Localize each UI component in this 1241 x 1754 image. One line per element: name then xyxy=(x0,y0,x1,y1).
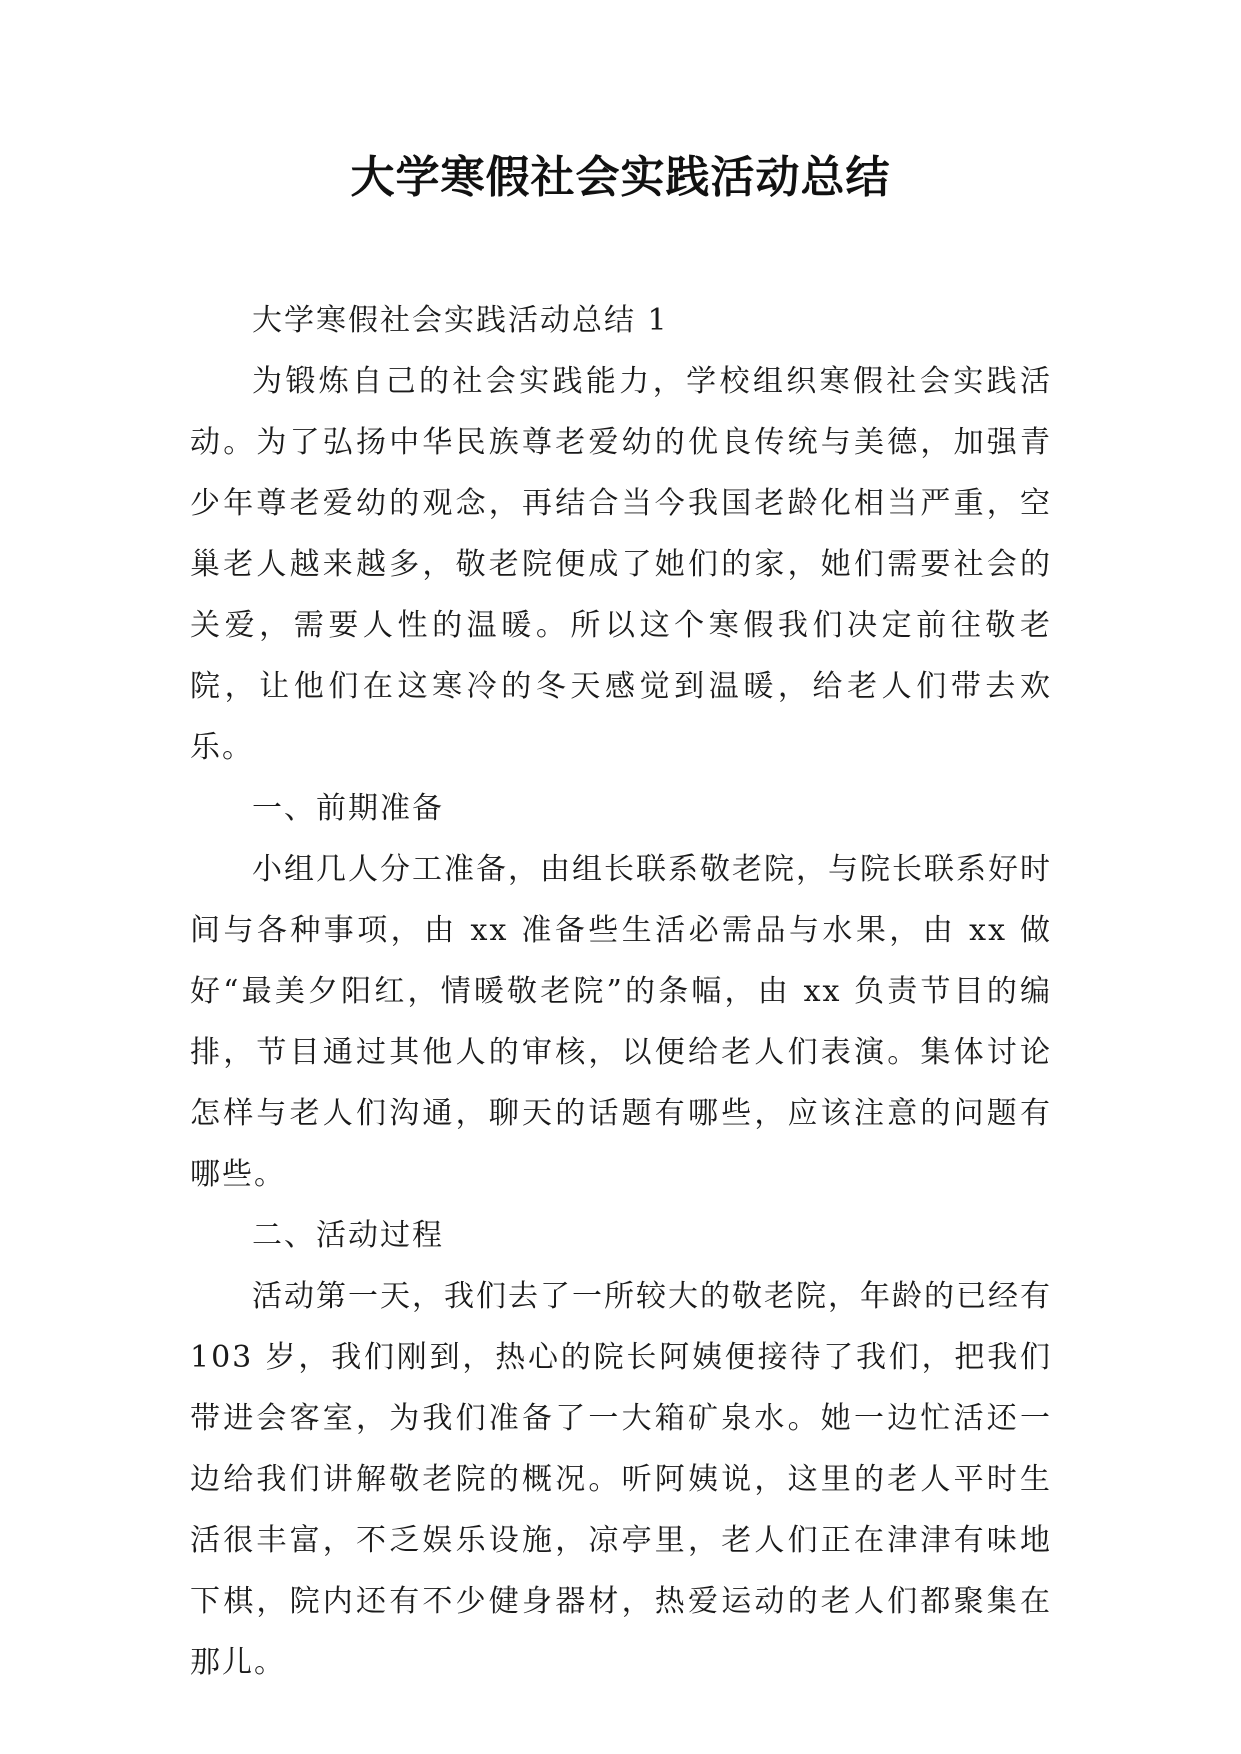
body-paragraph: 为锻炼自己的社会实践能力，学校组织寒假社会实践活动。为了弘扬中华民族尊老爱幼的优良传统与美德，加强青少年尊老爱幼的观念，再结合当今我国老龄化相当严重，空巢老人越来越多，敬老院便成了她们的家，她们需要社会的关爱，需要人性的温暖。所以这个寒假我们决定前往敬老院，让他们在这寒冷的冬天感觉到温暖，给老人们带去欢乐。 xyxy=(190,364,1052,765)
section-subtitle: 大学寒假社会实践活动总结 1 xyxy=(252,303,669,338)
document-title: 大学寒假社会实践活动总结 xyxy=(350,152,891,203)
body-paragraph: 小组几人分工准备，由组长联系敬老院，与院长联系好时间与各种事项，由 xx 准备些生活必需品与水果，由 xx 做好“最美夕阳红，情暖敬老院”的条幅，由 xx 负责节目的编排，节目通过其他人的审核，以便给老人们表演。集体讨论怎样与老人们沟通，聊天的话题有哪些，应该注意的问题有哪些。 xyxy=(190,852,1052,1192)
section-heading-process: 二、活动过程 xyxy=(252,1218,444,1253)
section-heading-preparation: 一、前期准备 xyxy=(252,791,444,826)
body-paragraph: 活动第一天，我们去了一所较大的敬老院，年龄的已经有 103 岁，我们刚到，热心的院长阿姨便接待了我们，把我们带进会客室，为我们准备了一大箱矿泉水。她一边忙活还一边给我们讲解敬老院的概况。听阿姨说，这里的老人平时生活很丰富，不乏娱乐设施，凉亭里，老人们正在津津有味地下棋，院内还有不少健身器材，热爱运动的老人们都聚集在那儿。 xyxy=(190,1279,1052,1680)
document-body xyxy=(190,290,1052,1693)
